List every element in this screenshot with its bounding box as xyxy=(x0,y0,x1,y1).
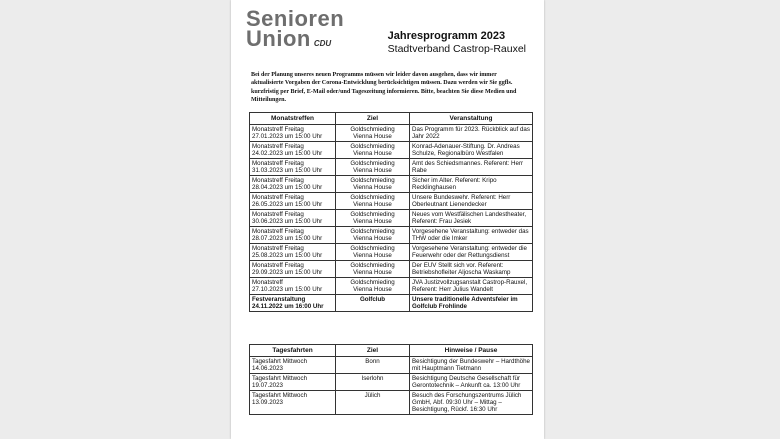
cell-ziel: Goldschmieding Vienna House xyxy=(336,278,410,295)
cell-ziel: Goldschmieding Vienna House xyxy=(336,261,410,278)
cell-event: Konrad-Adenauer-Stiftung. Dr. Andreas Schulze, Regionalbüro Westfalen xyxy=(410,142,533,159)
header-ziel: Ziel xyxy=(336,113,410,125)
cell-ziel: Goldschmieding Vienna House xyxy=(336,176,410,193)
cell-ziel: Goldschmieding Vienna House xyxy=(336,210,410,227)
table-header-row xyxy=(250,345,533,357)
cell-event: Vorgesehene Veranstaltung: entweder die Feuerwehr oder der Rettungsdienst xyxy=(410,244,533,261)
cell-when: Monatstreff Freitag 25.08.2023 um 15:00 Uhr xyxy=(250,244,336,261)
monatstreffen-table xyxy=(249,112,533,312)
cell-event: JVA Justizvollzugsanstalt Castrop-Rauxel, Referent: Herr Julius Wandelt xyxy=(410,278,533,295)
cell-ziel: Goldschmieding Vienna House xyxy=(336,159,410,176)
logo-line-1: Senioren xyxy=(246,6,345,31)
cell-event: Das Programm für 2023. Rückblick auf das Jahr 2022 xyxy=(410,125,533,142)
table-row xyxy=(250,374,533,391)
table-row xyxy=(250,125,533,142)
cell-when: Monatstreff Freitag 30.06.2023 um 15:00 Uhr xyxy=(250,210,336,227)
document-title: Jahresprogramm 2023 xyxy=(387,30,506,42)
header-veranstaltung: Veranstaltung xyxy=(410,113,533,125)
cell-ziel: Jülich xyxy=(336,391,410,415)
table-row xyxy=(250,142,533,159)
cell-when: Tagesfahrt Mittwoch 13.09.2023 xyxy=(250,391,336,415)
cell-ziel: Goldschmieding Vienna House xyxy=(336,193,410,210)
cell-event: Unsere Bundeswehr. Referent: Herr Oberleutnant Lienendecker xyxy=(410,193,533,210)
cell-event: Besichtigung Deutsche Gesellschaft für Gerontotechnik – Ankunft ca. 13:00 Uhr xyxy=(410,374,533,391)
table-row xyxy=(250,227,533,244)
table-row xyxy=(250,278,533,295)
cell-ziel: Bonn xyxy=(336,357,410,374)
logo-line-2-text: Union xyxy=(246,26,311,51)
cell-event: Vorgesehene Veranstaltung: entweder das THW oder die Imker xyxy=(410,227,533,244)
document-page xyxy=(231,0,544,439)
cell-when: Monatstreff Freitag 27.01.2023 um 15:00 Uhr xyxy=(250,125,336,142)
table-row xyxy=(250,391,533,415)
cell-event: Unsere traditionelle Adventsfeier im Golfclub Frohlinde xyxy=(410,295,533,312)
cell-when: Monatstreff Freitag 28.04.2023 um 15:00 Uhr xyxy=(250,176,336,193)
table-header-row xyxy=(250,113,533,125)
cell-when: Tagesfahrt Mittwoch 19.07.2023 xyxy=(250,374,336,391)
table-row xyxy=(250,357,533,374)
cell-ziel: Golfclub xyxy=(336,295,410,312)
cell-event: Besichtigung der Bundeswehr – Hardthöhe mit Hauptmann Tietmann xyxy=(410,357,533,374)
table-row xyxy=(250,159,533,176)
header-tagesfahrten: Tagesfahrten xyxy=(250,345,336,357)
header-ziel: Ziel xyxy=(336,345,410,357)
cell-ziel: Goldschmieding Vienna House xyxy=(336,125,410,142)
cell-when: Monatstreff Freitag 28.07.2023 um 15:00 Uhr xyxy=(250,227,336,244)
table-row xyxy=(250,193,533,210)
table-row xyxy=(250,176,533,193)
cell-event: Amt des Schiedsmannes. Referent: Herr Rabe xyxy=(410,159,533,176)
cell-event: Sicher im Alter. Referent: Kripo Recklinghausen xyxy=(410,176,533,193)
cell-when: Monatstreff 27.10.2023 um 15:00 Uhr xyxy=(250,278,336,295)
cell-ziel: Iserlohn xyxy=(336,374,410,391)
cell-ziel: Goldschmieding Vienna House xyxy=(336,244,410,261)
cell-ziel: Goldschmieding Vienna House xyxy=(336,227,410,244)
document-subtitle: Stadtverband Castrop-Rauxel xyxy=(387,43,526,55)
cell-when: Festveranstaltung 24.11.2022 um 16:00 Uhr xyxy=(250,295,336,312)
cell-event: Der EUV Stellt sich vor. Referent: Betriebshofleiter Aljoscha Waskamp xyxy=(410,261,533,278)
table-row xyxy=(250,244,533,261)
cell-when: Tagesfahrt Mittwoch 14.06.2023 xyxy=(250,357,336,374)
header-monatstreffen: Monatstreffen xyxy=(250,113,336,125)
cell-when: Monatstreff Freitag 24.02.2023 um 15:00 Uhr xyxy=(250,142,336,159)
logo-line-2 xyxy=(246,26,344,54)
cell-when: Monatstreff Freitag 29.09.2023 um 15:00 Uhr xyxy=(250,261,336,278)
table-row xyxy=(250,295,533,312)
tagesfahrten-table xyxy=(249,344,533,415)
logo-cdu: CDU xyxy=(313,39,332,48)
document-title-block xyxy=(388,30,526,56)
cell-event: Neues vom Westfälischen Landestheater, Referent: Frau Jesiek xyxy=(410,210,533,227)
senioren-union-logo xyxy=(246,6,345,54)
cell-when: Monatstreff Freitag 26.05.2023 um 15:00 Uhr xyxy=(250,193,336,210)
table-row xyxy=(250,261,533,278)
cell-ziel: Goldschmieding Vienna House xyxy=(336,142,410,159)
cell-when: Monatstreff Freitag 31.03.2023 um 15:00 Uhr xyxy=(250,159,336,176)
cell-event: Besuch des Forschungszentrums Jülich GmbH, Abf. 09:30 Uhr – Mittag – Besichtigung, Rückf. 16:30 Uhr xyxy=(410,391,533,415)
table-row xyxy=(250,210,533,227)
intro-paragraph: Bei der Planung unseres neuen Programms müssen wir leider davon ausgehen, dass wir immer aktualisierte Vorgaben der Corona-Entwicklung berücksichtigen müssen. Dazu werden wir Sie ggfls. kurzfristig per Brief, E-Mail oder/und Tageszeitung informieren. Bitte, beachten Sie diese Medien und Mitteilungen. xyxy=(251,72,517,103)
header-hinweise: Hinweise / Pause xyxy=(410,345,533,357)
